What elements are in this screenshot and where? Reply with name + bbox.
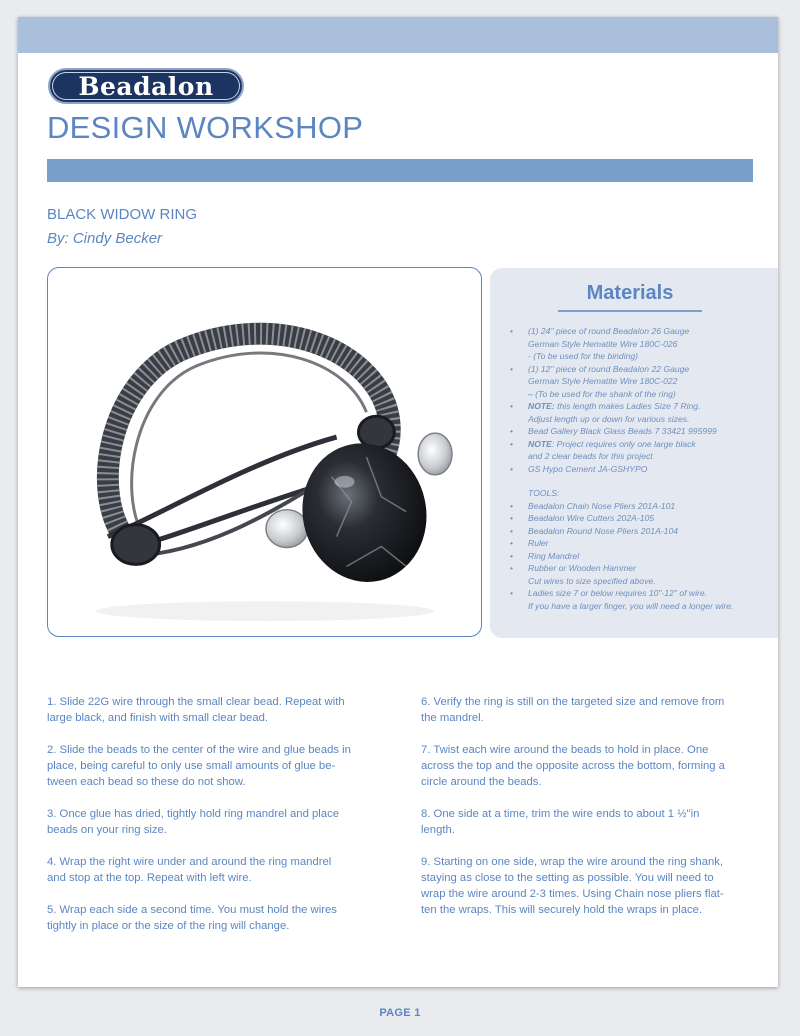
material-item: • (1) 24" piece of round Beadalon 26 Gauge German Style Hematite Wire 180C-026 - (To be used for the binding) (510, 325, 772, 363)
note-label: NOTE (528, 438, 552, 449)
tool-item: • Beadalon Chain Nose Pliers 201A-101 (510, 500, 772, 513)
materials-list (510, 325, 772, 612)
document-page (18, 17, 778, 987)
step-2: 2. Slide the beads to the center of the wire and glue beads in place, being careful to only use small amounts of glue be- tween each bead so these do not show. (47, 744, 351, 788)
steps-column-right (421, 694, 761, 934)
materials-heading: Materials (586, 282, 674, 304)
page-title: DESIGN WORKSHOP (47, 110, 364, 145)
step-6: 6. Verify the ring is still on the targeted size and remove from the mandrel. (421, 696, 725, 724)
project-title: BLACK WIDOW RING (47, 206, 198, 223)
tool-item: • Beadalon Wire Cutters 202A-105 (510, 512, 772, 525)
tool-item: • Rubber or Wooden Hammer Cut wires to size specified above. (510, 562, 772, 587)
material-item: • Bead Gallery Black Glass Beads 7 33421 995999 (510, 425, 772, 438)
materials-underline (558, 310, 702, 312)
project-author: By: Cindy Becker (47, 230, 163, 247)
note-label: NOTE: (528, 401, 555, 411)
step-9: 9. Starting on one side, wrap the wire around the ring shank, staying as close to the setting as possible. You will need to wrap the wire around 2-3 times. Using Chain nose pliers flat- ten the wraps. This will securely hold the wraps in place. (421, 856, 724, 916)
step-5: 5. Wrap each side a second time. You must hold the wires tightly in place or the size of the ring will change. (47, 904, 337, 932)
beadalon-logo (48, 68, 244, 104)
step-8: 8. One side at a time, trim the wire ends to about 1 ½"in length. (421, 808, 700, 836)
ring-illustration (48, 268, 481, 636)
top-banner (18, 17, 778, 53)
title-divider-bar (47, 159, 753, 182)
tool-item: • Ladies size 7 or below requires 10"-12" of wire. If you have a larger finger, you will need a longer wire. (510, 587, 772, 612)
tool-item: • Ring Mandrel (510, 550, 772, 563)
list-spacer (510, 475, 772, 487)
step-7: 7. Twist each wire around the beads to hold in place. One across the top and the opposite across the bottom, forming a circle around the beads. (421, 744, 725, 788)
material-item: • (1) 12" piece of round Beadalon 22 Gauge German Style Hematite Wire 180C-022 – (To be used for the shank of the ring) (510, 363, 772, 401)
tool-item: • Beadalon Round Nose Pliers 201A-104 (510, 525, 772, 538)
tool-item: • Ruler (510, 537, 772, 550)
ring-photo (47, 267, 482, 637)
materials-panel (490, 268, 778, 638)
material-item: • GS Hypo Cement JA-GSHYPO (510, 463, 772, 476)
step-1: 1. Slide 22G wire through the small clear bead. Repeat with large black, and finish with small clear bead. (47, 696, 345, 724)
page-number: PAGE 1 (379, 1007, 421, 1019)
steps-column-left (47, 694, 369, 950)
material-note: • NOTE: this length makes Ladies Size 7 Ring. Adjust length up or down for various sizes. (510, 400, 772, 425)
tools-heading: TOOLS: (528, 488, 560, 498)
material-note: • NOTE: Project requires only one large black and 2 clear beads for this project (510, 438, 772, 463)
logo-text: Beadalon (78, 71, 214, 101)
step-4: 4. Wrap the right wire under and around the ring mandrel and stop at the top. Repeat with left wire. (47, 856, 332, 884)
step-3: 3. Once glue has dried, tightly hold ring mandrel and place beads on your ring size. (47, 808, 340, 836)
